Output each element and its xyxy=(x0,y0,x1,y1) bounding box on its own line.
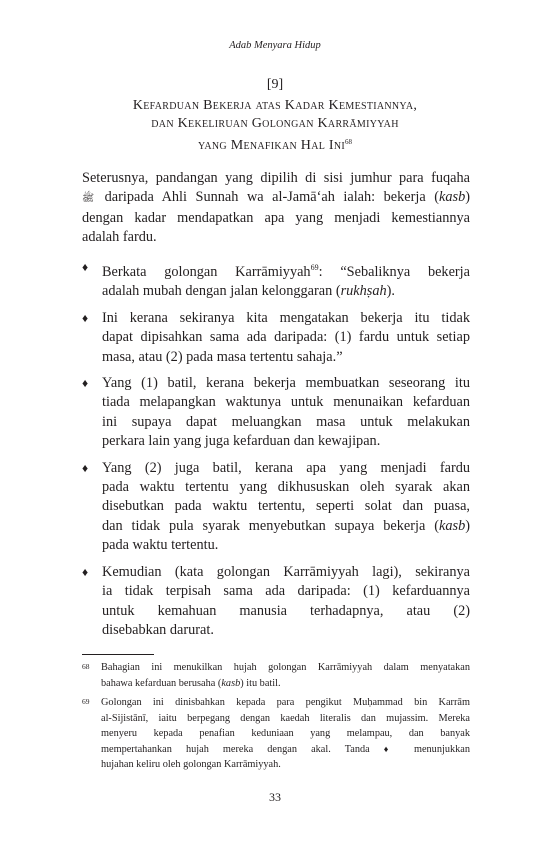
diamond-icon: ♦ xyxy=(383,743,400,754)
footnote-69-line-2: al-Sijistānī, iaitu berpegang dengan kaedah literalis dan mujassim. Mereka xyxy=(101,712,470,724)
footnote-69-line-4-text: mempertahankan hujah mereka dengan akal. Tanda xyxy=(101,743,370,755)
intro-line-1: Seterusnya, pandangan yang dipilih di sisi jumhur para fuqaha xyxy=(82,170,470,186)
term-kasb: kasb xyxy=(439,189,466,206)
bullet-2-line-3: masa, atau (2) pada masa tertentu sahaja.” xyxy=(102,348,343,365)
bullet-3-line-4: perkara lain yang juga kefarduan dan kewajipan. xyxy=(102,433,381,450)
bullet-3-line-1: Yang (1) batil, kerana bekerja membuatkan seseorang itu xyxy=(102,375,470,392)
footnote-68-line-1: Bahagian ini menukilkan hujah golongan Karrāmiyyah dalam menyatakan xyxy=(101,662,470,673)
bullet-1-line-1 xyxy=(102,258,470,282)
bullet-1-line-2-end: ). xyxy=(386,283,396,300)
chapter-title-line-3-text: yang Menafikan Hal Ini xyxy=(197,138,346,153)
intro-line-2 xyxy=(82,188,470,208)
footnote-68-line-2-text: bahawa kefarduan berusaha ( xyxy=(101,677,222,689)
bullet-3-line-3: ini supaya dapat meluangkan masa untuk melakukan xyxy=(102,413,470,430)
footnote-68-line-2-end: ) itu batil. xyxy=(240,677,281,689)
honorific-symbol: ﷺ xyxy=(82,193,95,205)
bullet-1-line-1-text: Berkata golongan Karrāmiyyah xyxy=(102,264,311,280)
intro-line-2-text: daripada Ahli Sunnah wa al-Jamā‘ah ialah: bekerja ( xyxy=(104,189,440,206)
diamond-bullet-icon: ♦ xyxy=(82,260,89,274)
intro-line-2-end: ) xyxy=(465,189,470,206)
chapter-number: [9] xyxy=(266,77,284,92)
diamond-bullet-icon: ♦ xyxy=(82,564,89,579)
bullet-2-line-2: dapat dipisahkan sama ada daripada: (1) fardu untuk setiap xyxy=(102,329,470,346)
bullet-4-line-4-text: dan tidak pula syarak menyebutkan supaya bekerja ( xyxy=(102,517,440,534)
footnote-68-line-2 xyxy=(101,676,470,692)
footnote-ref-68[interactable]: 68 xyxy=(345,138,353,146)
footnotes xyxy=(82,660,470,777)
term-kasb: kasb xyxy=(221,677,241,689)
bullet-item-5 xyxy=(82,563,470,641)
diamond-bullet-icon: ♦ xyxy=(82,310,89,325)
bullet-4-line-2: pada waktu tertentu yang dikhususkan oleh syarak akan xyxy=(102,479,470,496)
bullet-4-line-4-end: ) xyxy=(465,517,470,534)
footnote-69 xyxy=(82,695,470,773)
bullet-item-2 xyxy=(82,309,470,367)
footnote-69-line-4 xyxy=(101,742,470,758)
footnote-69-line-3: menyeru kepada penafian keduniaan yang melampau, dan banyak xyxy=(101,728,470,739)
bullet-4-line-5: pada waktu tertentu. xyxy=(102,537,219,554)
chapter-title-line-2: dan Kekeliruan Golongan Karrāmiyyah xyxy=(151,116,399,131)
term-rukhsah: rukhṣah xyxy=(340,283,387,300)
bullet-4-line-4 xyxy=(102,517,470,536)
footnote-68 xyxy=(82,660,470,691)
footnote-69-line-4-end: menunjukkan xyxy=(413,743,471,755)
bullet-5-line-3: untuk kemahuan manusia terhadapnya, atau (2) xyxy=(102,602,470,619)
running-head: Adab Menyara Hidup xyxy=(229,40,321,51)
bullet-item-3 xyxy=(82,374,470,452)
footnote-69-line-5: hujahan keliru oleh golongan Karrāmiyyah. xyxy=(101,759,281,770)
term-kasb: kasb xyxy=(439,517,466,534)
footnote-ref-69[interactable]: 69 xyxy=(310,263,319,272)
chapter-title-line-1: Kefarduan Bekerja atas Kadar Kemestiannya, xyxy=(132,98,418,113)
intro-line-4: adalah fardu. xyxy=(82,229,157,246)
bullet-5-line-4: disebabkan darurat. xyxy=(102,621,214,638)
footnote-number: 69 xyxy=(82,697,90,706)
bullet-5-line-2: ia tidak terpisah sama ada daripada: (1) kefarduannya xyxy=(102,583,470,600)
bullet-4-line-3: disebutkan pada waktu tertentu, seperti solat dan puasa, xyxy=(102,498,470,515)
intro-line-3: dengan kadar mendapatkan apa yang menjadi kemestiannya xyxy=(82,209,470,226)
bullet-2-line-1: Ini kerana sekiranya kita mengatakan bekerja itu tidak xyxy=(102,309,470,326)
footnote-69-line-1: Golongan ini dinisbahkan kepada para pengikut Muḥammad bin Karrām xyxy=(101,697,470,708)
footnote-number: 68 xyxy=(82,662,90,671)
chapter-title xyxy=(82,97,468,155)
footnote-divider xyxy=(82,654,154,655)
diamond-bullet-icon: ♦ xyxy=(82,376,89,391)
bullet-list xyxy=(82,258,470,647)
intro-paragraph xyxy=(82,169,470,248)
bullet-3-line-2: tiada melapangkan waktunya untuk menunaikan kefarduan xyxy=(102,394,470,411)
bullet-1-line-2-text: adalah mubah dengan jalan kelonggaran ( xyxy=(102,283,341,300)
bullet-1-line-2 xyxy=(102,282,470,301)
chapter-title-line-3 xyxy=(82,133,468,155)
bullet-1-line-1-end: : “Sebaliknya bekerja xyxy=(318,264,471,280)
bullet-item-4 xyxy=(82,459,470,556)
bullet-5-line-1: Kemudian (kata golongan Karrāmiyyah lagi), sekiranya xyxy=(102,563,470,580)
page-number: 33 xyxy=(269,790,281,804)
diamond-bullet-icon: ♦ xyxy=(82,460,89,475)
bullet-item-1 xyxy=(82,258,470,302)
bullet-4-line-1: Yang (2) juga batil, kerana apa yang menjadi fardu xyxy=(102,459,470,476)
